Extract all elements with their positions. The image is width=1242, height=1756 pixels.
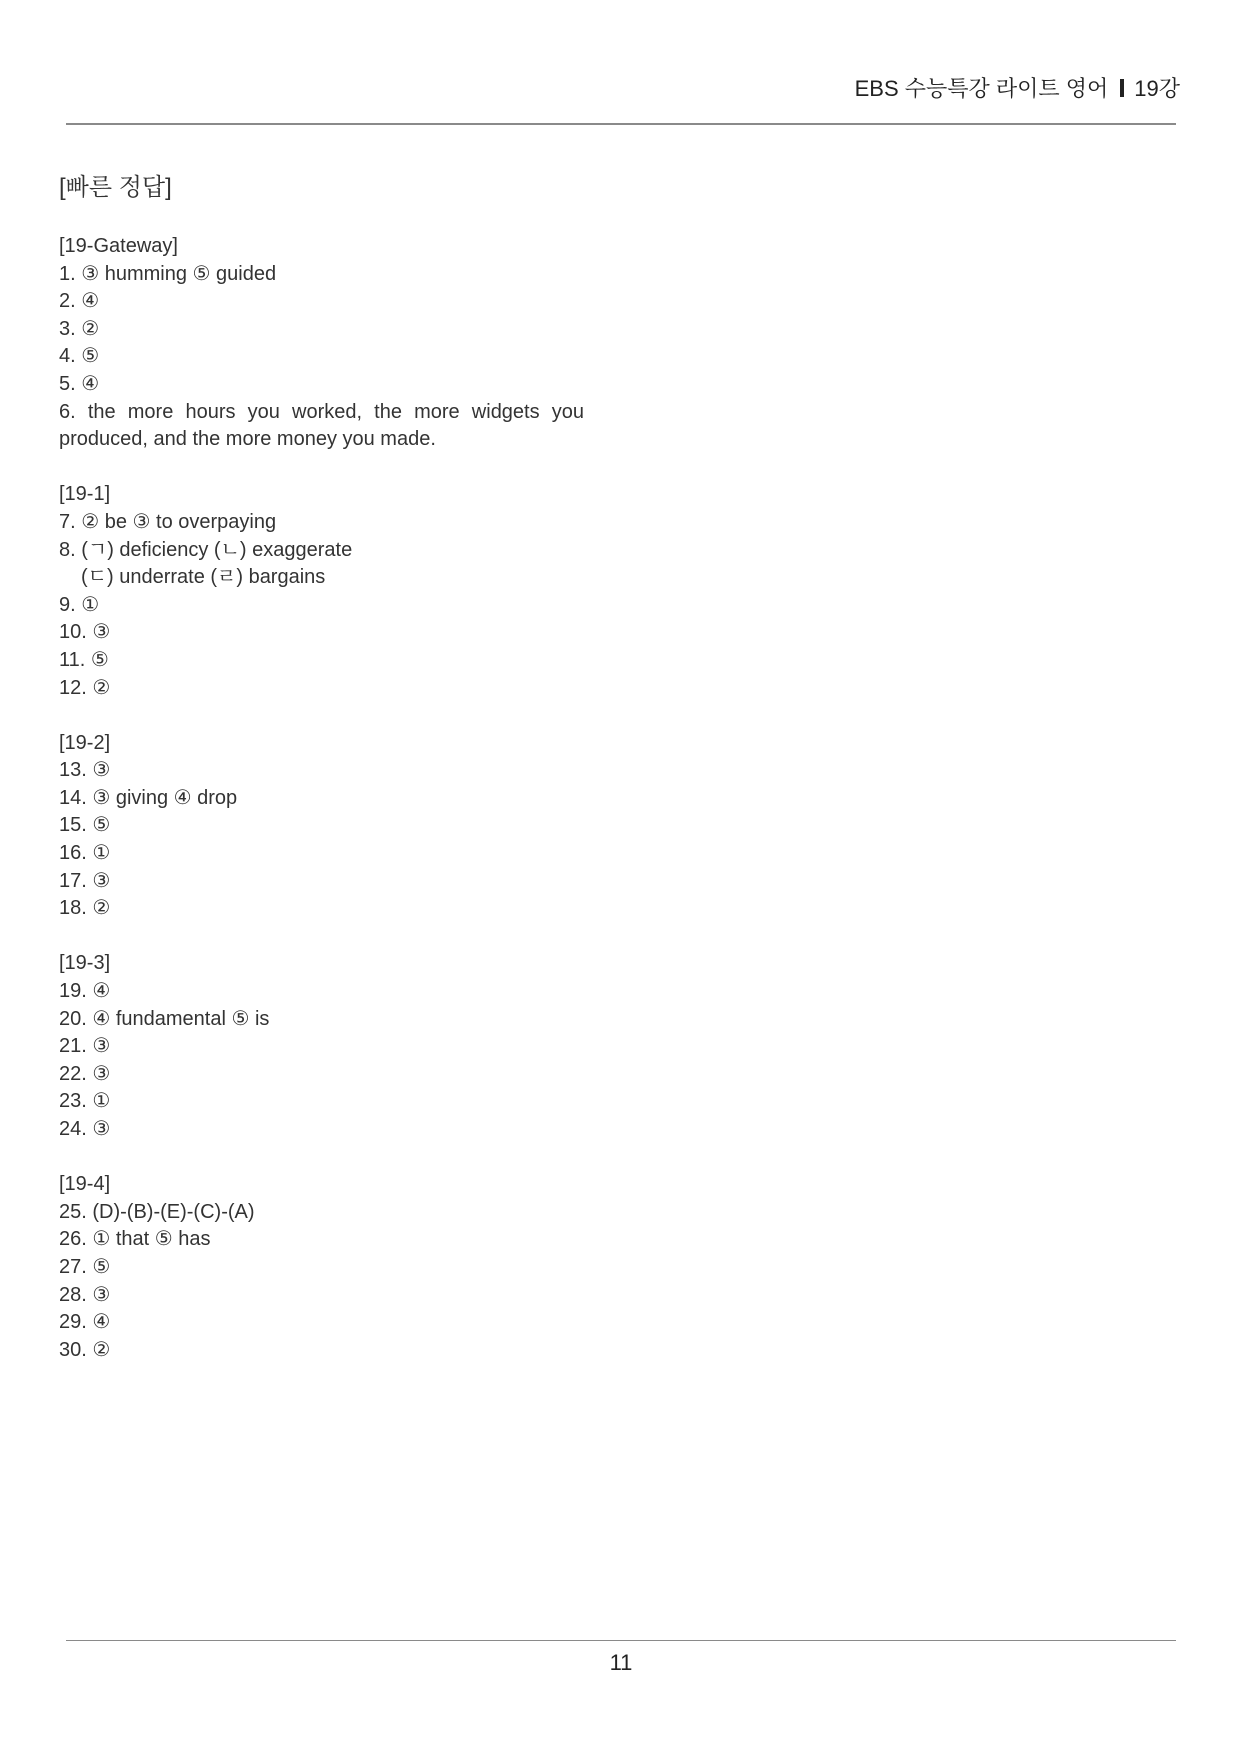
answer-section-19-4 [59, 1171, 584, 1364]
answer-item: 18. ② [59, 897, 111, 920]
answer-item: 4. ⑤ [59, 345, 100, 368]
answer-item: 3. ② [59, 317, 100, 340]
section-heading: [19-Gateway] [59, 235, 178, 257]
answer-item: 26. ① that ⑤ has [59, 1228, 211, 1251]
answer-item: 17. ③ [59, 869, 111, 892]
answer-item: 29. ④ [59, 1311, 111, 1334]
answer-key [59, 233, 584, 1364]
header-lesson: 19강 [1134, 76, 1180, 101]
answer-item: 27. ⑤ [59, 1255, 111, 1278]
section-spacer [59, 923, 584, 951]
answer-item: 2. ④ [59, 290, 100, 313]
page-number: 11 [609, 1650, 633, 1675]
answer-item: 21. ③ [59, 1035, 111, 1058]
section-heading: [19-1] [59, 483, 111, 506]
answer-item: 12. ② [59, 676, 111, 699]
header-title: EBS 수능특강 라이트 영어 [854, 76, 1109, 101]
answer-item: 9. ① [59, 593, 100, 616]
section-spacer [59, 702, 584, 730]
answer-item: 24. ③ [59, 1118, 111, 1140]
answer-item: 20. ④ fundamental ⑤ is [59, 1007, 270, 1030]
answer-item: 10. ③ [59, 621, 111, 644]
page-header [855, 72, 1180, 103]
answer-item: 13. ③ [59, 759, 111, 782]
answer-item: 28. ③ [59, 1283, 111, 1306]
answer-item: 11. ⑤ [59, 648, 109, 671]
footer-divider [66, 1640, 1176, 1641]
answer-item: 7. ② be ③ to overpaying [59, 510, 277, 533]
section-heading: [19-2] [59, 731, 111, 754]
section-heading: [19-3] [59, 952, 111, 975]
answer-item: 15. ⑤ [59, 814, 111, 837]
section-heading: [19-4] [59, 1173, 111, 1196]
answer-item: 6. the more hours you worked, the more widgets you produced, and the more money you made. [59, 400, 584, 451]
answer-item: 14. ③ giving ④ drop [59, 786, 238, 809]
answer-item: 23. ① [59, 1090, 111, 1113]
answer-item: 16. ① [59, 842, 111, 865]
answer-section-19-1 [59, 481, 584, 702]
page-title: [빠른 정답] [59, 174, 172, 201]
answer-item: 1. ③ humming ⑤ guided [59, 262, 277, 285]
section-spacer [59, 1144, 584, 1172]
answer-item: 5. ④ [59, 372, 100, 395]
answer-section-gateway [59, 233, 584, 454]
answer-item: 30. ② [59, 1338, 111, 1361]
answer-item-continuation: (ㄷ) underrate (ㄹ) bargains [81, 566, 326, 589]
header-divider [66, 123, 1176, 125]
answer-item: 22. ③ [59, 1062, 111, 1085]
answer-item: 25. (D)-(B)-(E)-(C)-(A) [59, 1200, 255, 1223]
section-spacer [59, 454, 584, 482]
answer-section-19-3 [59, 950, 584, 1143]
answer-section-19-2 [59, 730, 584, 923]
answer-item: 19. ④ [59, 980, 111, 1003]
answer-item: 8. (ㄱ) deficiency (ㄴ) exaggerate [59, 538, 353, 561]
header-separator [1120, 79, 1124, 97]
